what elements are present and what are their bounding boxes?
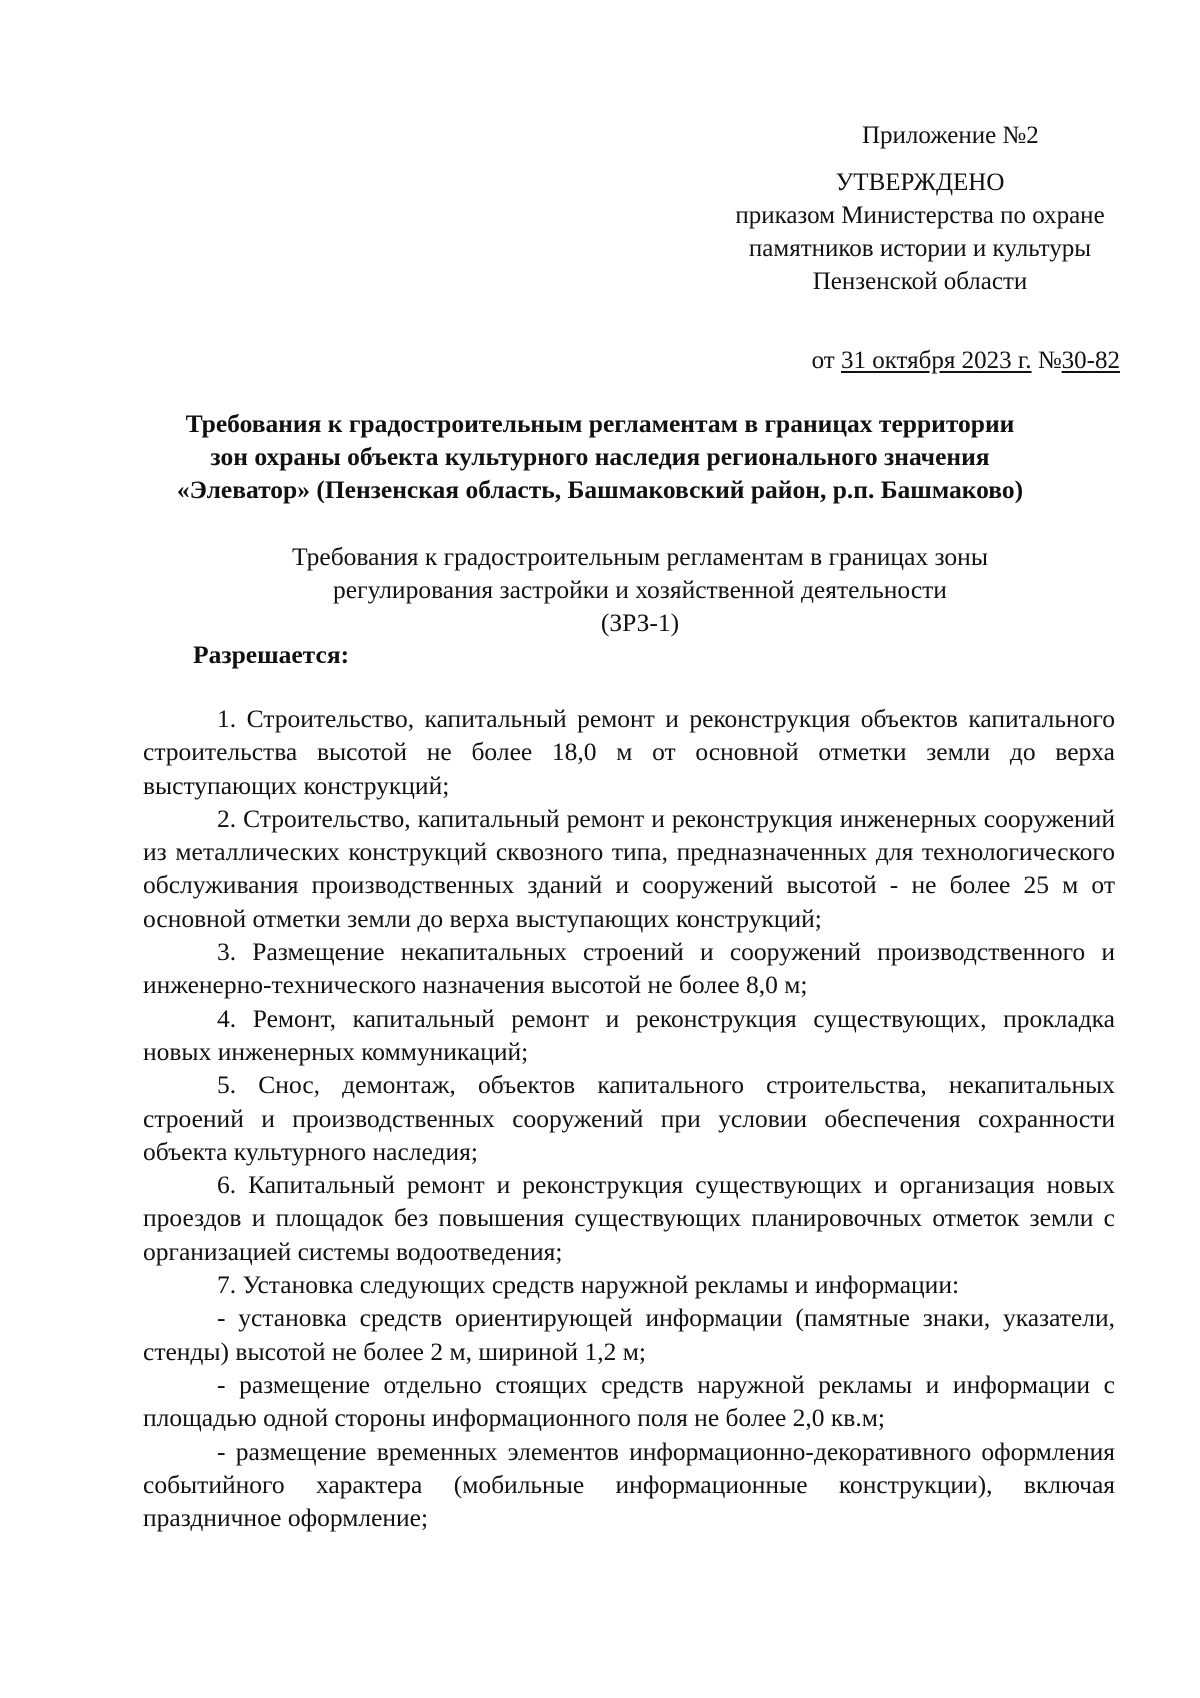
requirement-item: 1. Строительство, капитальный ремонт и реконструкция объектов капитального строительства высотой не более 18,0 м от основной отметки земли до верха выступающих конструкций;	[143, 704, 1115, 800]
order-reference	[812, 346, 1120, 376]
title-line: зон охраны объекта культурного наследия регионального значения	[210, 442, 990, 471]
approved-by-line: Пензенской области	[812, 268, 1028, 295]
requirement-item: 6. Капитальный ремонт и реконструкция существующих и организация новых проездов и площадок без повышения существующих планировочных отметок земли с организацией системы водоотведения;	[143, 1170, 1115, 1266]
order-prefix: от	[811, 347, 835, 374]
requirement-subitem: - размещение отдельно стоящих средств наружной рекламы и информации с площадью одной стороны информационного поля не более 2,0 кв.м;	[143, 1369, 1115, 1433]
order-number: 30-82	[1061, 347, 1120, 374]
requirement-item: 3. Размещение некапитальных строений и сооружений производственного и инженерно-технического назначения высотой не более 8,0 м;	[143, 937, 1115, 1000]
requirement-item: 2. Строительство, капитальный ремонт и реконструкция инженерных сооружений из металлических конструкций сквозного типа, предназначенных для технологического обслуживания производственных зданий и сооружений высотой - не более 25 м от основной отметки земли до верха выступающих конструкций;	[143, 803, 1115, 933]
approval-block	[720, 166, 1120, 298]
title-line: Требования к градостроительным регламентам в границах территории	[185, 409, 1015, 438]
section-title-line: регулирования застройки и хозяйственной деятельности	[333, 575, 947, 604]
requirement-item: 5. Снос, демонтаж, объектов капитального строительства, некапитальных строений и производственных сооружений при условии обеспечения сохранности объекта культурного наследия;	[143, 1070, 1115, 1166]
appendix-label: Приложение №2	[862, 122, 1039, 149]
approved-stamp-text: УТВЕРЖДЕНО	[835, 169, 1005, 196]
order-number-sign: №	[1037, 347, 1062, 374]
section-title-line: (ЗРЗ-1)	[600, 608, 680, 637]
requirement-item: 4. Ремонт, капитальный ремонт и реконструкция существующих, прокладка новых инженерных коммуникаций;	[143, 1003, 1115, 1066]
order-date: 31 октября 2023 г.	[840, 347, 1032, 374]
requirement-subitem: - размещение временных элементов информационно-декоративного оформления событийного характера (мобильные информационные конструкции), включая праздничное оформление;	[143, 1436, 1115, 1533]
requirement-item: 7. Установка следующих средств наружной рекламы и информации:	[217, 1270, 960, 1300]
requirement-subitem: - установка средств ориентирующей информации (памятные знаки, указатели, стенды) высотой не более 2 м, шириной 1,2 м;	[143, 1303, 1115, 1366]
section-title	[245, 540, 1035, 639]
approved-by-line: приказом Министерства по охране	[735, 202, 1105, 229]
document-title	[120, 407, 1080, 506]
allowed-heading: Разрешается:	[193, 640, 350, 669]
section-title-line: Требования к градостроительным регламентам в границах зоны	[292, 542, 988, 571]
title-line: «Элеватор» (Пензенская область, Башмаковский район, р.п. Башмаково)	[176, 475, 1024, 504]
requirements-list	[143, 702, 1115, 1534]
approved-by-line: памятников истории и культуры	[748, 235, 1092, 262]
